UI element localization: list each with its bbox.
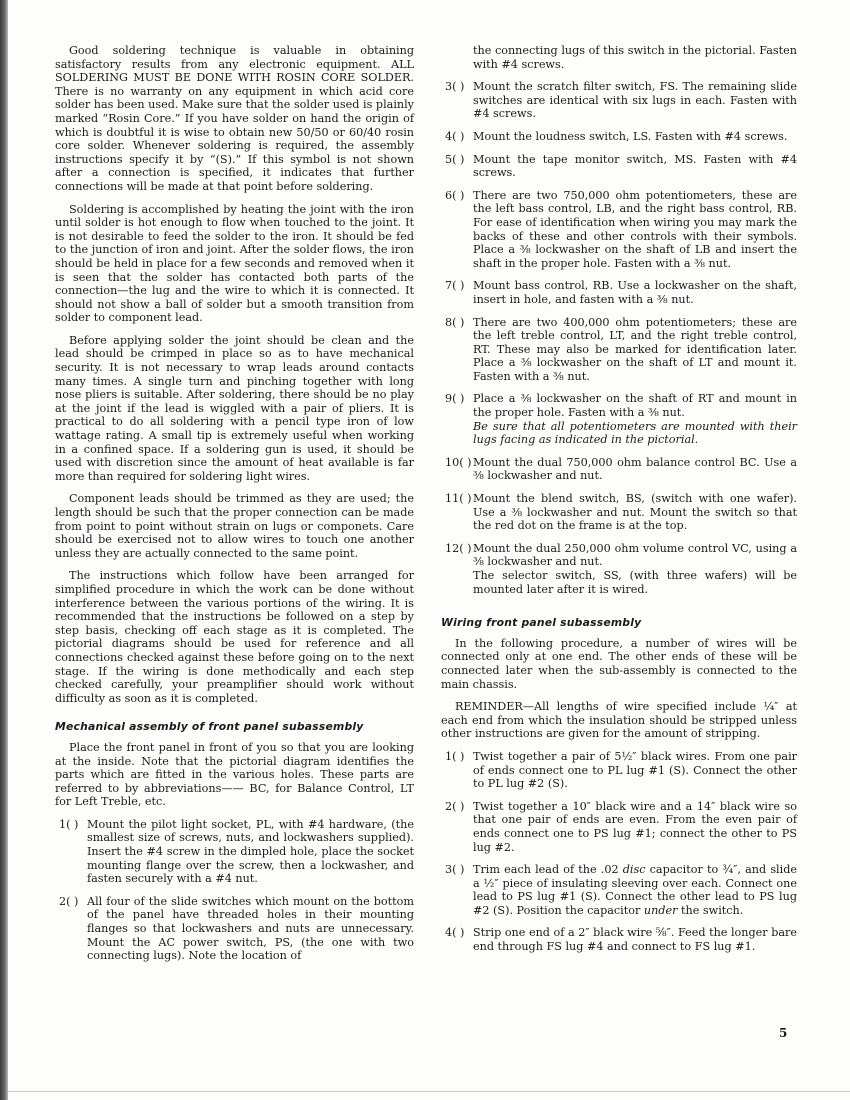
step-item	[441, 189, 797, 271]
right-column	[441, 44, 797, 963]
step-text: Twist together a 10″ black wire and a 14″ black wire so that one pair of ends are even. From the even pair of ends connect one to PS lug #1; connect the other to PS lug #2.	[473, 799, 797, 854]
step-checkbox[interactable]: 11( )	[445, 492, 472, 506]
step-text: Mount the blend switch, BS, (switch with one wafer). Use a ⅜ lockwasher and nut. Mount the switch so that the red dot on the frame is at the top.	[473, 492, 797, 533]
step-checkbox[interactable]: 3( )	[445, 863, 465, 877]
paragraph-wiring-intro: In the following procedure, a number of wires will be connected only at one end. The other ends of these will be connected later when the sub-assembly is connected to the main chassis.	[441, 636, 797, 691]
step-checkbox[interactable]: 10( )	[445, 455, 472, 469]
step-item	[441, 456, 797, 483]
step-checkbox[interactable]: 9( )	[445, 392, 465, 406]
text-run: the switch.	[677, 903, 744, 917]
paragraph-rosin-core: Good soldering technique is valuable in obtaining satisfactory results from any electronic equipment. ALL SOLDERING MUST BE DONE WITH ROSIN CORE SOLDER. There is no warranty on any equipment in which acid core solder has been used. Make sure that the solder used is plainly marked “Rosin Core.” If you have solder on hand the origin of which is doubtful it is wise to obtain new 50/50 or 60/40 rosin core solder. Whenever soldering is required, the assembly instructions specify it by “(S).” If this symbol is not shown after a connection is specified, it indicates that further connections will be made at that point before soldering.	[55, 44, 414, 193]
step-text: Mount the dual 750,000 ohm balance control BC. Use a ⅜ lockwasher and nut.	[473, 455, 797, 483]
step-item	[441, 863, 797, 917]
step-text: There are two 400,000 ohm potentiometers; these are the left treble control, LT, and the right treble control, RT. These may also be marked for identification later. Place a ⅜ lockwasher on the shaft of LT and mount it. Fasten with a ⅜ nut.	[473, 315, 797, 383]
step-checkbox[interactable]: 2( )	[445, 799, 465, 813]
step-checkbox[interactable]: 12( )	[445, 541, 472, 555]
step-item	[441, 750, 797, 791]
text-run: capacitor to ¾″, and slide a ½″ piece of insulating sleeving over each. Connect one lead to PS lug #1 (S). Connect the other lead to PS lug #2 (S). Position the capacitor	[473, 863, 797, 917]
step-item	[441, 800, 797, 854]
step-body	[473, 542, 797, 596]
step-body	[473, 392, 797, 446]
step-text: Place a ⅜ lockwasher on the shaft of RT and mount in the proper hole. Fasten with a ⅜ nut.	[473, 392, 797, 420]
step-checkbox[interactable]: 1( )	[445, 749, 465, 763]
step-item	[441, 80, 797, 121]
step-text: All four of the slide switches which mount on the bottom of the panel have threaded holes in their mounting flanges so that lockwashers and nuts are unnecessary. Mount the AC power switch, PS, (the one with two connecting lugs). Note the location of	[87, 894, 414, 963]
step-checkbox[interactable]: 4( )	[445, 129, 465, 143]
paragraph-soldering-method: Soldering is accomplished by heating the joint with the iron until solder is hot enough to flow when touched to the joint. It is not desirable to feed the solder to the iron. It should be fed to the junction of iron and joint. After the solder flows, the iron should be held in place for a few seconds and removed when it is seen that the solder has contacted both parts of the connection—the lug and the wire to which it is connected. It should not show a ball of solder but a smooth transition from solder to component lead.	[55, 202, 414, 325]
paragraph-instructions-overview: The instructions which follow have been arranged for simplified procedure in which the work can be done without interference between the various portions of the wiring. It is recommended that the instructions be followed on a step by step basis, checking off each stage as it is completed. The pictorial diagrams should be used for reference and all connections checked against these before going on to the next stage. If the wiring is done methodically and each step checked carefully, your preamplifier should work without difficulty as soon as it is completed.	[55, 569, 414, 705]
step-item	[441, 542, 797, 596]
step-continuation: the connecting lugs of this switch in the pictorial. Fasten with #4 screws.	[473, 44, 797, 71]
step-text: Mount the scratch filter switch, FS. The remaining slide switches are identical with six lugs in each. Fasten with #4 screws.	[473, 80, 797, 121]
step-text: Mount the tape monitor switch, MS. Fasten with #4 screws.	[473, 152, 797, 180]
step-text	[473, 863, 797, 917]
step-text: Mount the pilot light socket, PL, with #4 hardware, (the smallest size of screws, nuts, and lockwashers supplied). Insert the #4 screw in the dimpled hole, place the socket mounting flange over the screw, then a lockwasher, and fasten securely with a #4 nut.	[87, 817, 414, 886]
section-heading-mechanical-assembly: Mechanical assembly of front panel subassembly	[55, 720, 364, 734]
step-item	[441, 492, 797, 533]
step-item	[441, 130, 797, 144]
emphasis-disc: disc	[622, 863, 646, 877]
left-column	[55, 44, 414, 972]
step-text: There are two 750,000 ohm potentiometers, these are the left bass control, LB, and the right bass control, RB. For ease of identification when wiring you may mark the backs of these and other controls with their symbols. Place a ⅜ lockwasher on the shaft of LB and insert the shaft in the proper hole. Fasten with a ⅜ nut.	[473, 188, 797, 270]
step-item	[441, 926, 797, 953]
step-item	[441, 392, 797, 446]
step-item	[55, 818, 414, 886]
step-text: Mount bass control, RB. Use a lockwasher on the shaft, insert in hole, and fasten with a ⅜ nut.	[473, 279, 797, 306]
step-checkbox[interactable]: 7( )	[445, 279, 465, 293]
step-note: The selector switch, SS, (with three wafers) will be mounted later after it is wired.	[473, 569, 797, 596]
paragraph-joint-preparation: Before applying solder the joint should be clean and the lead should be crimped in place so as to have mechanical security. It is not necessary to wrap leads around contacts many times. A single turn and pinching together with long nose pliers is suitable. After soldering, there should be no play at the joint if the lead is wiggled with a pair of pliers. It is practical to do all soldering with a pencil type iron of low wattage rating. A small tip is extremely useful when working in a confined space. If a soldering gun is used, it should be used with discretion since the amount of heat available is far more than required for soldering light wires.	[55, 333, 414, 483]
scan-border	[0, 0, 8, 1100]
step-item	[441, 153, 797, 180]
step-checkbox[interactable]: 3( )	[445, 80, 465, 94]
text-run: Trim each lead of the .02	[473, 863, 623, 877]
emphasis-under: under	[643, 903, 678, 917]
step-item	[55, 895, 414, 963]
step-text: Twist together a pair of 5½″ black wires. From one pair of ends connect one to PL lug #1 (S). Connect the other to PL lug #2 (S).	[473, 749, 797, 791]
step-note-italic: Be sure that all potentiometers are mounted with their lugs facing as indicated in the pictorial.	[473, 419, 797, 447]
step-item	[441, 316, 797, 384]
paragraph-reminder: REMINDER—All lengths of wire specified include ¼″ at each end from which the insulation should be stripped unless other instructions are given for the amount of stripping.	[441, 700, 797, 741]
paragraph-front-panel-intro: Place the front panel in front of you so that you are looking at the inside. Note that the pictorial diagram identifies the parts which are fitted in the various holes. These parts are referred to by abbreviations—— BC, for Balance Control, LT for Left Treble, etc.	[55, 740, 414, 809]
step-text: Mount the dual 250,000 ohm volume control VC, using a ⅜ lockwasher and nut.	[473, 541, 797, 569]
step-checkbox[interactable]: 6( )	[445, 188, 465, 202]
paragraph-component-leads: Component leads should be trimmed as they are used; the length should be such that the proper connection can be made from point to point without strain on lugs or componets. Care should be exercised not to allow wires to touch one another unless they are actually connected to the same point.	[55, 492, 414, 560]
step-item	[441, 279, 797, 306]
page-number: 5	[779, 1026, 788, 1040]
step-checkbox[interactable]: 8( )	[445, 315, 465, 329]
step-checkbox[interactable]: 1( )	[59, 817, 79, 831]
step-text: Strip one end of a 2″ black wire ⅝″. Feed the longer bare end through FS lug #4 and connect to FS lug #1.	[473, 926, 797, 954]
step-checkbox[interactable]: 5( )	[445, 152, 465, 166]
page-edge-line	[8, 1091, 850, 1092]
step-text: Mount the loudness switch, LS. Fasten with #4 screws.	[473, 129, 788, 143]
section-heading-wiring-front-panel: Wiring front panel subassembly	[441, 616, 642, 630]
step-checkbox[interactable]: 2( )	[59, 894, 79, 908]
step-checkbox[interactable]: 4( )	[445, 926, 465, 940]
